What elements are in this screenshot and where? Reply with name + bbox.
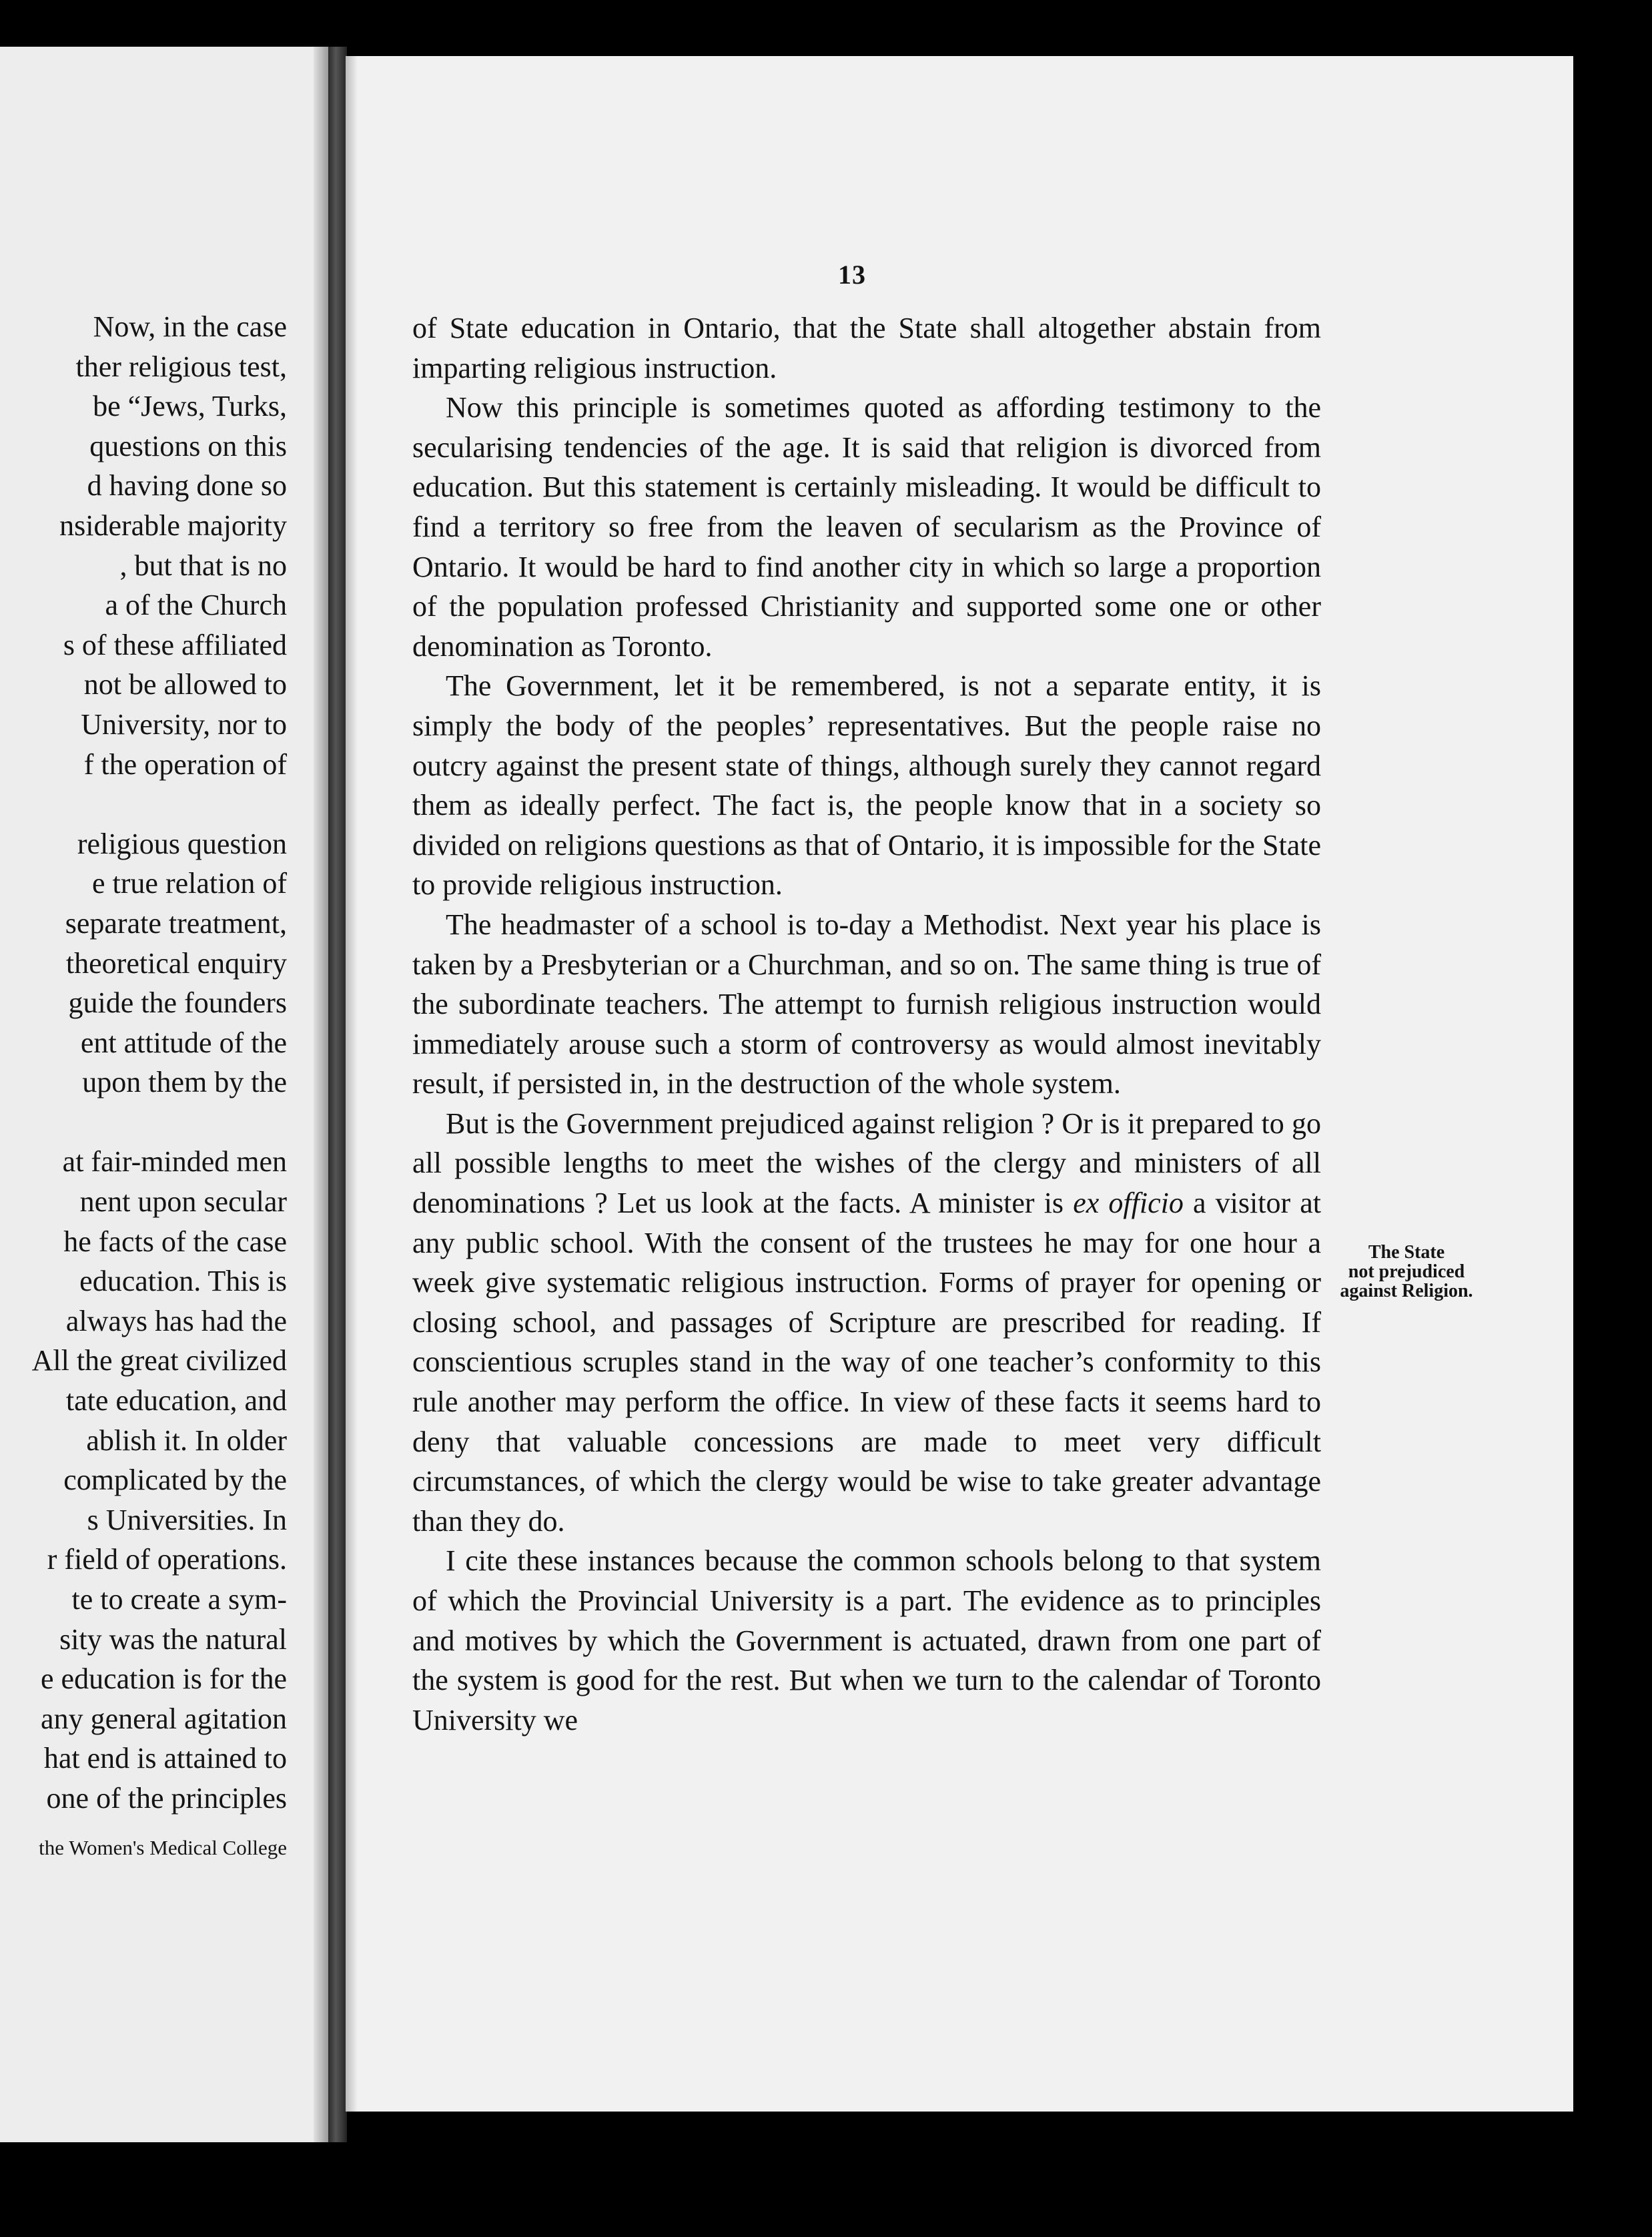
left-page-line: Now, in the case [93,310,287,343]
left-page-line: not be allowed to [83,668,287,701]
paragraph-5-text-a: But is the Government prejudiced against religion ? Or is it prepared to go all possible lengths to meet the wishes of the clergy and ministers of all denominations ? Let us look at the facts. A minister is [412,1106,1321,1220]
left-page-line: religious question [77,827,287,860]
left-page-line: e true relation of [92,867,287,900]
left-page [0,47,328,2142]
left-page-text [0,307,287,1867]
right-page-edge-shadow [346,56,358,2112]
left-page-line: University, nor to [81,707,287,741]
paragraph-5-emphasis: ex officio [1073,1187,1184,1220]
left-page-line: one of the principles [46,1781,287,1815]
paragraph-5 [412,1104,1321,1542]
paragraph-5-text-b: a visitor at any public school. With the consent of the trustees he may for one hour a week give systematic religious instruction. Forms of prayer for opening or closing school, and passages of Scripture are prescribed for reading. If conscientious scruples stand in the way of one teacher’s conformity to this rule another may perform the office. In view of these facts it seems hard to deny that valuable concessions are made to meet very difficult circumstances, of which the clergy would be wise to take greater advantage than they do. [412,1187,1322,1538]
left-page-line: a of the Church [105,589,287,622]
paragraph-4: The headmaster of a school is to-day a Methodist. Next year his place is taken by a Presbyterian or a Churchman, and so on. The same thing is true of the subordinate teachers. The attempt to furnish religious instruction would immediately arouse such a storm of controversy as would almost inevitably result, if persisted in, in the destruction of the whole system. [412,908,1321,1100]
left-page-line: r field of operations. [47,1543,287,1576]
left-page-line: d having done so [87,469,287,503]
left-page-line: guide the founders [68,986,287,1020]
left-page-line: sity was the natural [59,1622,287,1656]
left-page-line: te to create a sym- [71,1583,287,1616]
left-page-line: questions on this [89,429,287,462]
left-page-line: be “Jews, Turks, [93,390,287,423]
left-page-line: theoretical enquiry [65,946,287,980]
left-page-line: s of these affiliated [63,628,287,661]
paragraph-1: of State education in Ontario, that the State shall altogether abstain from imparting religious instruction. [412,312,1321,384]
left-page-line: hat end is attained to [43,1742,287,1775]
paragraph-6: I cite these instances because the common schools belong to that system of which the Provincial University is a part. The evidence as to principles and motives by which the Government is actuated, drawn from one part of the system is good for the rest. But when we turn to the calendar of Toronto University we [412,1544,1321,1736]
sidenote-line: against Religion. [1340,1281,1473,1301]
left-page-line: f the operation of [83,747,287,781]
left-page-line: education. This is [79,1265,287,1298]
left-page-line: e education is for the [41,1662,287,1696]
left-page-line: upon them by the [82,1066,287,1099]
left-page-line: separate treatment, [65,906,287,940]
left-page-line: complicated by the [63,1464,287,1497]
paragraph-3: The Government, let it be remembered, is not a separate entity, it is simply the body of the peoples’ representatives. But the people raise no outcry against the present state of things, although surely they cannot regard them as ideally perfect. The fact is, the people know that in a society so divided on religions questions as that of Ontario, it is impossible for the State to provide religious instruction. [412,669,1321,902]
left-page-line: ther religious test, [75,350,287,383]
page-body [412,308,1321,1740]
margin-sidenote [1320,1243,1493,1301]
sidenote-line: The State [1368,1242,1445,1263]
left-page-footnote: the Women's Medical College [39,1835,287,1859]
left-page-line: , but that is no [119,549,287,582]
left-page-line: nent upon secular [79,1185,287,1219]
left-page-line: always has had the [65,1304,287,1337]
left-page-line: he facts of the case [63,1225,287,1258]
page-number: 13 [838,260,866,290]
paragraph-2: Now this principle is sometimes quoted as affording testimony to the secularising tendencies of the age. It is said that religion is divorced from education. But this statement is certainly misleading. It would be difficult to find a territory so free from the leaven of secularism as the Province of Ontario. It would be hard to find another city in which so large a proportion of the population professed Christianity and supported some one or other denomination as Toronto. [412,391,1321,663]
book-spine [328,47,347,2142]
left-page-gutter [314,47,328,2142]
left-page-line: All the great civilized [31,1344,287,1377]
left-page-line: ent attitude of the [80,1026,287,1059]
left-page-line: s Universities. In [87,1503,287,1536]
left-page-line: ablish it. In older [86,1423,287,1457]
left-page-line: any general agitation [41,1702,287,1735]
left-page-line: at fair-minded men [62,1145,287,1179]
left-page-line [0,1102,287,1143]
sidenote-line: not prejudiced [1348,1261,1465,1282]
left-page-line: nsiderable majority [59,509,287,542]
left-page-line: tate education, and [65,1384,287,1417]
left-page-line [0,784,287,824]
